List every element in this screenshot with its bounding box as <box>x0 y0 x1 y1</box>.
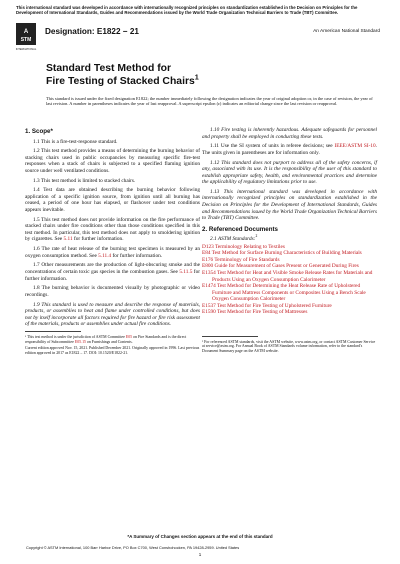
reference-title[interactable]: Test Method for Fire Testing of Mattresses <box>217 309 308 316</box>
summary-of-changes-note: *A Summary of Changes section appears at the end of this standard <box>127 534 273 539</box>
link-5-11[interactable]: 5.11 <box>63 236 73 243</box>
para-1-2: 1.2 This test method provides a means of determining the burning behavior of stacking chairs used in public occupancies by measuring specific fire-test responses when a stack of chairs is subjected to a specified flaming ignition source under well ventilated conditions. <box>25 148 200 174</box>
reference-code[interactable]: E1537 <box>202 302 216 309</box>
para-1-13: 1.13 This international standard was developed in accordance with internationally recognized principles on standardization established in the Decision on Principles for the Development of International Standards, Guides and Recommendations issued by the World Trade Organization Technical Barriers to Trade (TBT) Committee. <box>202 188 377 222</box>
reference-code[interactable]: E800 <box>202 263 214 270</box>
para-1-9: 1.9 This standard is used to measure and describe the response of materials, products, or assemblies to heat and flame under controlled conditions, but does not by itself incorporate all factors required for fire hazard or fire risk assessment of the materials, products or assemblies under actual fire conditions. <box>25 301 200 328</box>
para-1-3: 1.3 This test method is limited to stacked chairs. <box>33 177 136 184</box>
reference-item[interactable] <box>202 283 377 303</box>
para-1-8: 1.8 The burning behavior is documented visually by photographic or video recordings. <box>25 285 200 298</box>
para-1-7-text: 1.7 Other measurements are the production of light-obscuring smoke and the concentrations of certain toxic gas species in the combustion gases. See <box>25 262 200 275</box>
para-1-6-text: 1.6 The rate of heat release of the burning test specimen is measured by an oxygen consumption method. See <box>25 246 200 259</box>
reference-list <box>202 244 377 316</box>
para-1-10: 1.10 Fire testing is inherently hazardous. Adequate safeguards for personnel and property shall be employed in conducting these tests. <box>202 127 377 140</box>
designation: Designation: E1822 − 21 <box>45 27 139 36</box>
footnote-divider-right <box>202 336 258 337</box>
para-1-5-text: 1.5 This test method does not provide information on the fire performance of stacked chairs under fire conditions other than those conditions specified in this test method. In particular, this test method does not apply to smoldering ignition by cigarettes. See <box>25 216 200 243</box>
reference-code[interactable]: D123 <box>202 243 214 250</box>
para-2-1 <box>202 236 377 243</box>
footnote-1-mid: on Fire Standards and is the direct responsibility of Subcommittee <box>25 334 187 344</box>
svg-text:STM: STM <box>20 37 32 43</box>
para-1-4: 1.4 Test data are obtained describing the burning behavior following application of a specific ignition source, from ignition until all burning has ceased, a period of one hour has elapsed, or flashover under test conditions appears inevitable. <box>25 187 200 214</box>
svg-text:INTERNATIONAL: INTERNATIONAL <box>15 48 37 51</box>
reference-code[interactable]: E1354 <box>202 269 216 276</box>
para-1-12: 1.12 This standard does not purport to address all of the safety concerns, if any, associated with its use. It is the responsibility of the user of this standard to establish appropriate safety, health, and environmental practices and determine the applicability of regulatory limitations prior to use. <box>202 159 377 186</box>
reference-title[interactable]: Test Method for Fire Testing of Upholstered Furniture <box>217 302 332 309</box>
footnote-1-text: ¹ This test method is under the jurisdiction of ASTM Committee <box>25 334 126 339</box>
footnote-1-edition: Current edition approved Nov. 15, 2021. Published December 2021. Originally approved in 1996. Last previous edition approved in 2017 as E1822 – 17. DOI: 10.1520/E1822-21. <box>25 346 200 356</box>
svg-text:A: A <box>23 29 29 35</box>
footnote-1 <box>25 335 200 344</box>
reference-code[interactable]: E1474 <box>202 283 216 290</box>
document-title <box>46 63 199 88</box>
footnote-1-tail: on Furnishings and Contents. <box>85 339 133 344</box>
right-column <box>202 127 377 356</box>
referenced-documents-heading: 2. Referenced Documents <box>202 225 278 233</box>
left-column <box>25 127 200 358</box>
footnote-divider <box>25 331 81 332</box>
title-line-1: Standard Test Method for <box>46 63 172 74</box>
link-5-11-5[interactable]: 5.11.5 <box>179 268 193 275</box>
page-number: 1 <box>198 552 202 557</box>
link-e05[interactable]: E05 <box>125 334 133 339</box>
para-1-7 <box>25 262 200 282</box>
reference-title[interactable]: Guide for Measurement of Gases Present or Generated During Fires <box>214 263 359 270</box>
para-1-11-text: 1.11 Use the SI system of units in referee decisions; see <box>210 143 335 150</box>
reference-code[interactable]: E176 <box>202 256 214 263</box>
para-1-7-tail: for further information. <box>25 268 200 282</box>
para-1-5 <box>25 217 200 243</box>
reference-code[interactable]: E84 <box>202 250 211 257</box>
reference-title[interactable]: Test Method for Determining the Heat Release Rate of Upholstered Furniture and Mattress Components or Composites Using a Bench Scale Oxygen Consumption Calorimeter <box>212 283 366 303</box>
reference-item[interactable] <box>202 269 377 283</box>
ansi-label: An American National Standard <box>313 29 380 34</box>
astm-logo <box>15 22 37 53</box>
reference-title[interactable]: Test Method for Heat and Visible Smoke Release Rates for Materials and Products Using an Oxygen Consumption Calorimeter <box>212 269 373 283</box>
link-si-10[interactable]: IEEE/ASTM SI-10 <box>334 143 376 150</box>
title-footnote-mark[interactable]: 1 <box>194 72 199 82</box>
para-1-6-tail: for further information. <box>111 252 163 259</box>
para-1-6 <box>25 246 200 259</box>
para-1-1: 1.1 This is a fire-test-response standard. <box>33 138 118 145</box>
link-e05-15[interactable]: E05.15 <box>74 339 86 344</box>
issued-note: This standard is issued under the fixed designation E1822; the number immediately following the designation indicates the year of original adoption or, in the case of revision, the year of last revision. A number in parentheses indicates the year of last reapproval. A superscript epsilon (ε) indicates an editorial change since the last revision or reapproval. <box>46 96 373 107</box>
title-line-2 <box>46 72 199 89</box>
scope-heading: 1. Scope* <box>25 128 53 135</box>
copyright-line: Copyright © ASTM International, 100 Barr Harbor Drive, PO Box C700, West Conshohocken, PA 19428-2959. United States <box>26 545 240 550</box>
footnote-2: ² For referenced ASTM standards, visit the ASTM website, www.astm.org, or contact ASTM Customer Service at service@astm.org. For Annual Book of ASTM Standards volume information, refer to the standard's Document Summary page on the ASTM website. <box>202 339 376 354</box>
para-1-11-tail: . The units given in parentheses are for information only. <box>202 143 377 156</box>
astm-standards-label: 2.1 ASTM Standards: <box>210 236 256 243</box>
top-notice: This international standard was developed in accordance with internationally recognized principles on standardization established in the Decision on Principles for the Development of International Standards, Guides and Recommendations issued by the World Trade Organization Technical Barriers to Trade (TBT) Committee. <box>16 5 358 16</box>
reference-title[interactable]: Terminology of Fire Standards <box>214 256 280 263</box>
reference-title[interactable]: Test Method for Surface Burning Characteristics of Building Materials <box>211 250 362 257</box>
footnote-2-mark[interactable]: 2 <box>255 234 258 239</box>
reference-title[interactable]: Terminology Relating to Textiles <box>215 243 285 250</box>
para-1-11 <box>202 143 377 156</box>
link-5-11-4[interactable]: 5.11.4 <box>98 252 112 259</box>
para-1-5-tail: for further information. <box>72 236 124 243</box>
reference-code[interactable]: E1590 <box>202 309 216 316</box>
reference-item[interactable] <box>202 309 377 316</box>
title-text: Fire Testing of Stacked Chairs <box>46 75 195 87</box>
